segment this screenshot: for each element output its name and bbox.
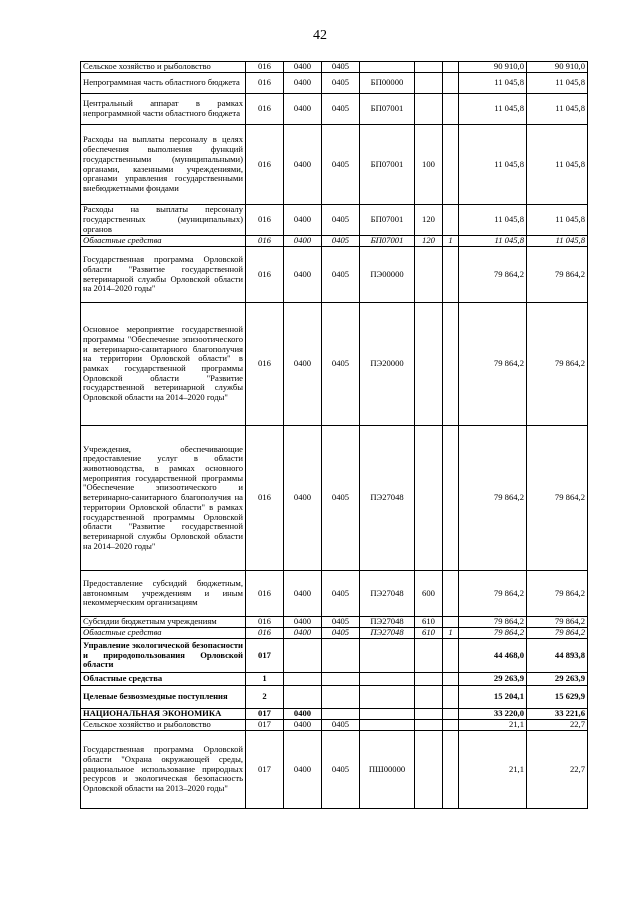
ministry-code: 016 bbox=[246, 62, 284, 73]
target-article-code: ПЭ00000 bbox=[360, 247, 415, 303]
target-article-code: БП07001 bbox=[360, 205, 415, 236]
expense-type-code bbox=[415, 73, 443, 94]
amount-first-year: 33 220,0 bbox=[459, 709, 527, 720]
row-name: Предоставление субсидий бюджетным, автономным учреждениям и иным некоммерческим организациям bbox=[81, 571, 246, 617]
expense-type-code bbox=[415, 62, 443, 73]
row-name: Государственная программа Орловской области "Развитие государственной ветеринарной службы Орловской области на 2014–2020 годы" bbox=[81, 247, 246, 303]
budget-table bbox=[80, 61, 588, 809]
table-row bbox=[81, 731, 588, 809]
amount-first-year: 90 910,0 bbox=[459, 62, 527, 73]
table-row bbox=[81, 639, 588, 673]
target-article-code: БП07001 bbox=[360, 125, 415, 205]
ministry-code: 016 bbox=[246, 94, 284, 125]
target-article-code: ПЭ27048 bbox=[360, 628, 415, 639]
table-row bbox=[81, 62, 588, 73]
subsection-code: 0405 bbox=[322, 571, 360, 617]
subsection-code: 0405 bbox=[322, 236, 360, 247]
row-name: Государственная программа Орловской области "Охрана окружающей среды, рациональное использование природных ресурсов и экологическая безопасность Орловской области на 2013–2020 годы" bbox=[81, 731, 246, 809]
table-row bbox=[81, 205, 588, 236]
subsection-code: 0405 bbox=[322, 62, 360, 73]
section-code: 0400 bbox=[284, 125, 322, 205]
row-name: Сельское хозяйство и рыболовство bbox=[81, 720, 246, 731]
section-code bbox=[284, 673, 322, 686]
ministry-code: 016 bbox=[246, 247, 284, 303]
amount-second-year: 11 045,8 bbox=[527, 205, 588, 236]
amount-second-year: 79 864,2 bbox=[527, 426, 588, 571]
row-name: Областные средства bbox=[81, 628, 246, 639]
subsection-code: 0405 bbox=[322, 205, 360, 236]
amount-first-year: 11 045,8 bbox=[459, 125, 527, 205]
row-name: Центральный аппарат в рамках непрограммной части областного бюджета bbox=[81, 94, 246, 125]
amount-second-year: 11 045,8 bbox=[527, 125, 588, 205]
section-code: 0400 bbox=[284, 617, 322, 628]
ministry-code: 016 bbox=[246, 426, 284, 571]
funding-source-code bbox=[443, 247, 459, 303]
section-code: 0400 bbox=[284, 303, 322, 426]
subsection-code bbox=[322, 686, 360, 709]
ministry-code: 016 bbox=[246, 205, 284, 236]
page-number: 42 bbox=[313, 28, 327, 43]
section-code: 0400 bbox=[284, 205, 322, 236]
funding-source-code bbox=[443, 571, 459, 617]
table-row bbox=[81, 125, 588, 205]
target-article-code bbox=[360, 62, 415, 73]
expense-type-code bbox=[415, 94, 443, 125]
amount-first-year: 44 468,0 bbox=[459, 639, 527, 673]
subsection-code: 0405 bbox=[322, 426, 360, 571]
section-code: 0400 bbox=[284, 731, 322, 809]
funding-source-code bbox=[443, 73, 459, 94]
amount-second-year: 22,7 bbox=[527, 731, 588, 809]
expense-type-code bbox=[415, 673, 443, 686]
subsection-code: 0405 bbox=[322, 731, 360, 809]
subsection-code: 0405 bbox=[322, 125, 360, 205]
expense-type-code: 120 bbox=[415, 205, 443, 236]
target-article-code: ПЭ27048 bbox=[360, 617, 415, 628]
amount-first-year: 79 864,2 bbox=[459, 617, 527, 628]
funding-source-code bbox=[443, 720, 459, 731]
funding-source-code bbox=[443, 205, 459, 236]
amount-second-year: 90 910,0 bbox=[527, 62, 588, 73]
funding-source-code bbox=[443, 686, 459, 709]
ministry-code: 016 bbox=[246, 73, 284, 94]
subsection-code: 0405 bbox=[322, 303, 360, 426]
amount-first-year: 79 864,2 bbox=[459, 426, 527, 571]
funding-source-code bbox=[443, 303, 459, 426]
table-row bbox=[81, 673, 588, 686]
target-article-code bbox=[360, 639, 415, 673]
expense-type-code bbox=[415, 720, 443, 731]
amount-second-year: 11 045,8 bbox=[527, 73, 588, 94]
expense-type-code: 610 bbox=[415, 617, 443, 628]
funding-source-code bbox=[443, 673, 459, 686]
expense-type-code bbox=[415, 303, 443, 426]
amount-second-year: 11 045,8 bbox=[527, 236, 588, 247]
amount-second-year: 79 864,2 bbox=[527, 247, 588, 303]
row-name: Сельское хозяйство и рыболовство bbox=[81, 62, 246, 73]
ministry-code: 1 bbox=[246, 673, 284, 686]
amount-first-year: 21,1 bbox=[459, 720, 527, 731]
expense-type-code: 600 bbox=[415, 571, 443, 617]
row-name: Целевые безвозмездные поступления bbox=[81, 686, 246, 709]
row-name: Областные средства bbox=[81, 236, 246, 247]
target-article-code: ПЭ20000 bbox=[360, 303, 415, 426]
section-code bbox=[284, 639, 322, 673]
amount-second-year: 79 864,2 bbox=[527, 628, 588, 639]
row-name: Областные средства bbox=[81, 673, 246, 686]
subsection-code: 0405 bbox=[322, 720, 360, 731]
ministry-code: 017 bbox=[246, 709, 284, 720]
funding-source-code bbox=[443, 709, 459, 720]
target-article-code: БП07001 bbox=[360, 236, 415, 247]
table-row bbox=[81, 720, 588, 731]
table-row bbox=[81, 571, 588, 617]
amount-second-year: 15 629,9 bbox=[527, 686, 588, 709]
target-article-code: БП07001 bbox=[360, 94, 415, 125]
amount-first-year: 21,1 bbox=[459, 731, 527, 809]
ministry-code: 2 bbox=[246, 686, 284, 709]
row-name: Расходы на выплаты персоналу в целях обеспечения выполнения функций государственными (муниципальными) органами, казенными учреждениями, органами управления государственными внебюджетными фондами bbox=[81, 125, 246, 205]
funding-source-code bbox=[443, 426, 459, 571]
expense-type-code: 610 bbox=[415, 628, 443, 639]
target-article-code: ПЭ27048 bbox=[360, 571, 415, 617]
section-code: 0400 bbox=[284, 247, 322, 303]
amount-first-year: 11 045,8 bbox=[459, 205, 527, 236]
section-code: 0400 bbox=[284, 720, 322, 731]
section-code: 0400 bbox=[284, 709, 322, 720]
funding-source-code: 1 bbox=[443, 628, 459, 639]
subsection-code: 0405 bbox=[322, 628, 360, 639]
section-code: 0400 bbox=[284, 236, 322, 247]
ministry-code: 017 bbox=[246, 639, 284, 673]
table-row bbox=[81, 628, 588, 639]
row-name: Непрограммная часть областного бюджета bbox=[81, 73, 246, 94]
funding-source-code bbox=[443, 639, 459, 673]
ministry-code: 016 bbox=[246, 236, 284, 247]
expense-type-code bbox=[415, 426, 443, 571]
expense-type-code: 100 bbox=[415, 125, 443, 205]
section-code: 0400 bbox=[284, 94, 322, 125]
section-code: 0400 bbox=[284, 62, 322, 73]
target-article-code: БП00000 bbox=[360, 73, 415, 94]
subsection-code: 0405 bbox=[322, 94, 360, 125]
table-row bbox=[81, 426, 588, 571]
amount-second-year: 29 263,9 bbox=[527, 673, 588, 686]
amount-second-year: 79 864,2 bbox=[527, 303, 588, 426]
section-code: 0400 bbox=[284, 426, 322, 571]
expense-type-code bbox=[415, 686, 443, 709]
funding-source-code: 1 bbox=[443, 236, 459, 247]
row-name: Управление экологической безопасности и природопользования Орловской области bbox=[81, 639, 246, 673]
ministry-code: 017 bbox=[246, 720, 284, 731]
amount-second-year: 33 221,6 bbox=[527, 709, 588, 720]
funding-source-code bbox=[443, 731, 459, 809]
amount-second-year: 22,7 bbox=[527, 720, 588, 731]
expense-type-code: 120 bbox=[415, 236, 443, 247]
amount-second-year: 79 864,2 bbox=[527, 571, 588, 617]
table-row bbox=[81, 247, 588, 303]
row-name: Основное мероприятие государственной программы "Обеспечение эпизоотического и ветеринарно-санитарного благополучия на территории Орловской области" в рамках государственной программы Орловской области "Развитие государственной ветеринарной службы Орловской области на 2014–2020 годы" bbox=[81, 303, 246, 426]
target-article-code: ПШ00000 bbox=[360, 731, 415, 809]
target-article-code bbox=[360, 709, 415, 720]
subsection-code: 0405 bbox=[322, 73, 360, 94]
target-article-code bbox=[360, 673, 415, 686]
subsection-code: 0405 bbox=[322, 617, 360, 628]
table-row bbox=[81, 303, 588, 426]
section-code: 0400 bbox=[284, 571, 322, 617]
table-row bbox=[81, 236, 588, 247]
target-article-code: ПЭ27048 bbox=[360, 426, 415, 571]
target-article-code bbox=[360, 720, 415, 731]
amount-first-year: 79 864,2 bbox=[459, 628, 527, 639]
ministry-code: 017 bbox=[246, 731, 284, 809]
table-row bbox=[81, 686, 588, 709]
amount-first-year: 29 263,9 bbox=[459, 673, 527, 686]
target-article-code bbox=[360, 686, 415, 709]
expense-type-code bbox=[415, 247, 443, 303]
section-code: 0400 bbox=[284, 73, 322, 94]
funding-source-code bbox=[443, 94, 459, 125]
funding-source-code bbox=[443, 62, 459, 73]
amount-first-year: 11 045,8 bbox=[459, 94, 527, 125]
table-row bbox=[81, 709, 588, 720]
expense-type-code bbox=[415, 709, 443, 720]
amount-first-year: 15 204,1 bbox=[459, 686, 527, 709]
amount-second-year: 11 045,8 bbox=[527, 94, 588, 125]
amount-second-year: 79 864,2 bbox=[527, 617, 588, 628]
amount-first-year: 79 864,2 bbox=[459, 303, 527, 426]
row-name: Учреждения, обеспечивающие предоставление услуг в области животноводства, в рамках основного мероприятия государственной программы "Обеспечение эпизоотического и ветеринарно-санитарного благополучия на территории Орловской области" в рамках государственной программы Орловской области "Развитие государственной ветеринарной службы Орловской области на 2014–2020 годы" bbox=[81, 426, 246, 571]
section-code bbox=[284, 686, 322, 709]
table-row bbox=[81, 94, 588, 125]
section-code: 0400 bbox=[284, 628, 322, 639]
row-name: НАЦИОНАЛЬНАЯ ЭКОНОМИКА bbox=[81, 709, 246, 720]
funding-source-code bbox=[443, 617, 459, 628]
amount-first-year: 79 864,2 bbox=[459, 247, 527, 303]
row-name: Субсидии бюджетным учреждениям bbox=[81, 617, 246, 628]
expense-type-code bbox=[415, 731, 443, 809]
table-row bbox=[81, 617, 588, 628]
amount-first-year: 11 045,8 bbox=[459, 73, 527, 94]
expense-type-code bbox=[415, 639, 443, 673]
ministry-code: 016 bbox=[246, 303, 284, 426]
funding-source-code bbox=[443, 125, 459, 205]
ministry-code: 016 bbox=[246, 125, 284, 205]
row-name: Расходы на выплаты персоналу государственных (муниципальных) органов bbox=[81, 205, 246, 236]
amount-second-year: 44 893,8 bbox=[527, 639, 588, 673]
table-row bbox=[81, 73, 588, 94]
amount-first-year: 79 864,2 bbox=[459, 571, 527, 617]
amount-first-year: 11 045,8 bbox=[459, 236, 527, 247]
ministry-code: 016 bbox=[246, 628, 284, 639]
ministry-code: 016 bbox=[246, 617, 284, 628]
ministry-code: 016 bbox=[246, 571, 284, 617]
subsection-code bbox=[322, 709, 360, 720]
subsection-code bbox=[322, 673, 360, 686]
subsection-code bbox=[322, 639, 360, 673]
subsection-code: 0405 bbox=[322, 247, 360, 303]
